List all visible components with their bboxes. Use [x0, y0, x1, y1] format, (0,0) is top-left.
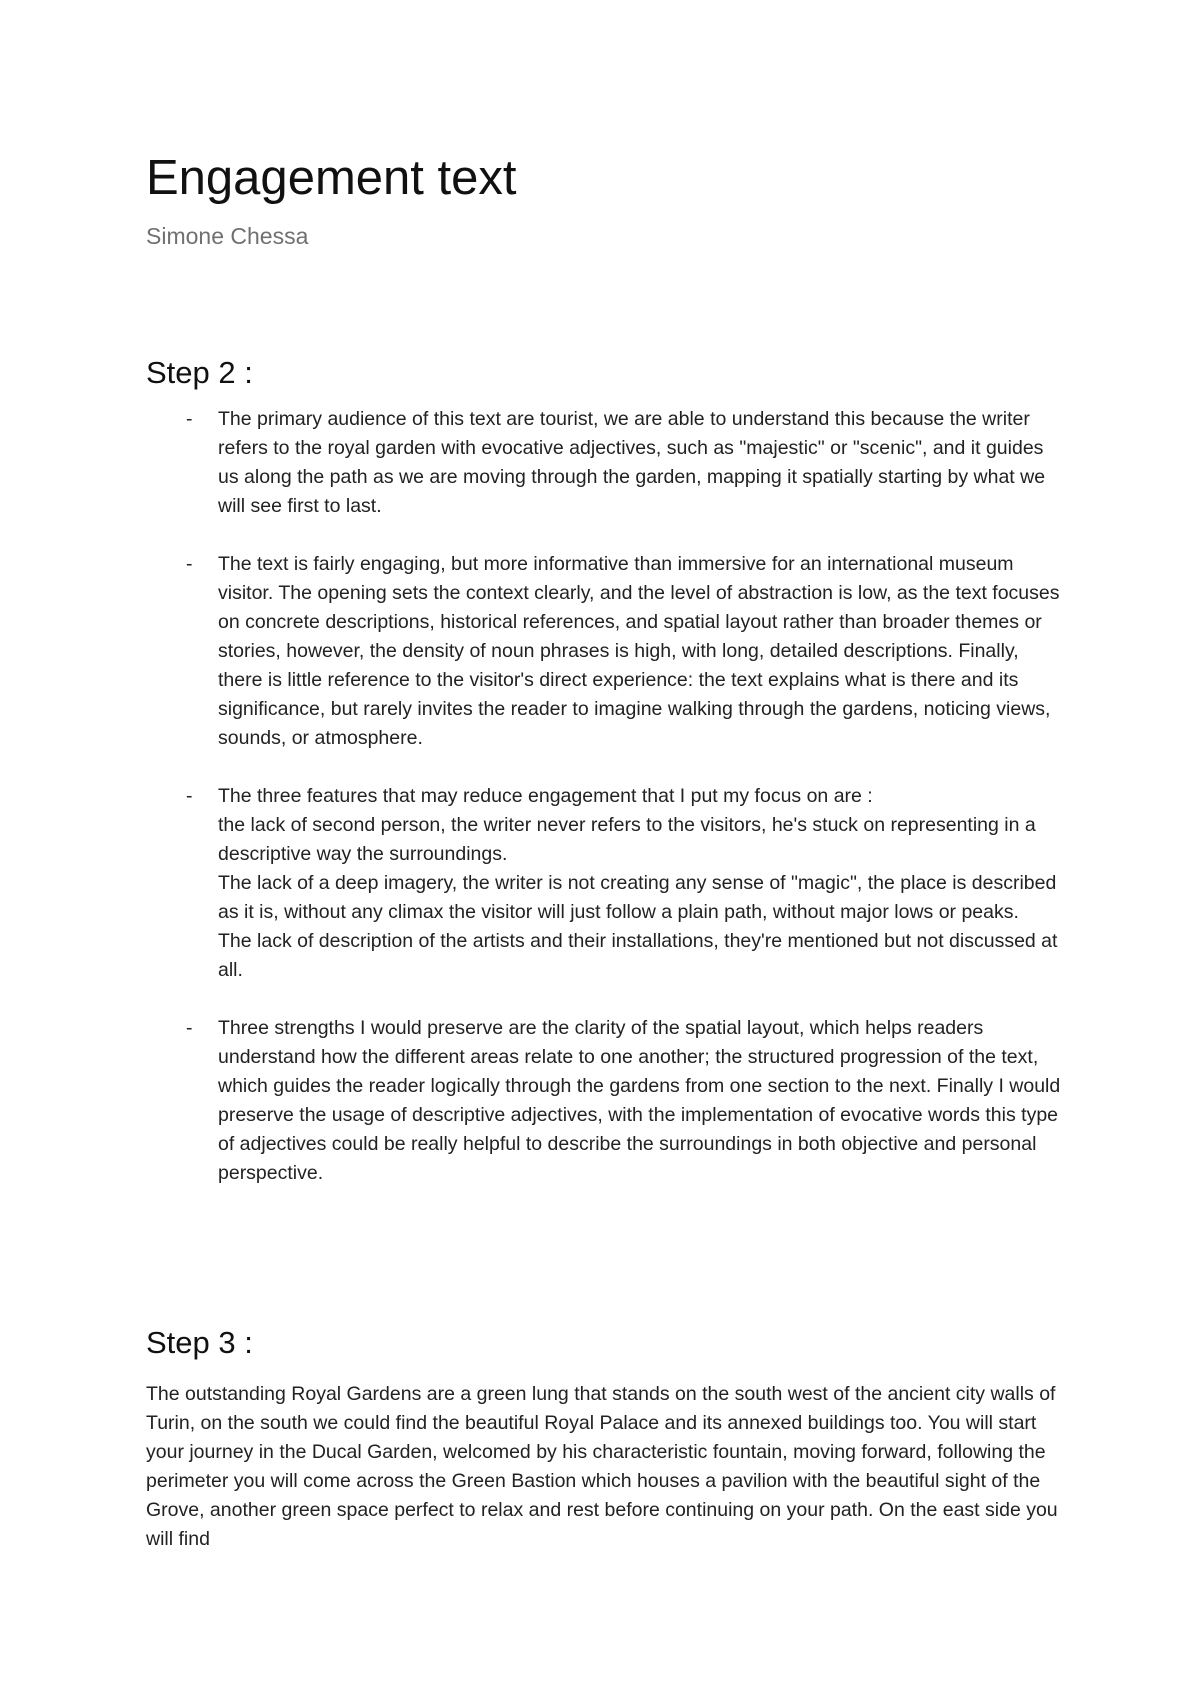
bullet-paragraph: The text is fairly engaging, but more informative than immersive for an international museum visitor. The opening sets the context clearly, and the level of abstraction is low, as the text focuses on concrete descriptions, historical references, and spatial layout rather than broader themes or stories, however, the density of noun phrases is high, with long, detailed descriptions. Finally, there is little reference to the visitor's direct experience: the text explains what is there and its significance, but rarely invites the reader to imagine walking through the gardens, noticing views, sounds, or atmosphere.	[218, 553, 1060, 749]
bullet-dash: -	[186, 553, 193, 575]
bullet-paragraph: The lack of description of the artists and their installations, they're mentioned but not discussed at all.	[218, 930, 1058, 981]
document-title: Engagement text	[146, 151, 517, 205]
bullet-dash: -	[186, 1017, 193, 1039]
bullet-paragraph: The lack of a deep imagery, the writer is not creating any sense of "magic", the place is described as it is, without any climax the visitor will just follow a plain path, without major lows or peaks.	[218, 872, 1057, 923]
bullet-dash: -	[186, 785, 193, 807]
bullet-paragraph: The three features that may reduce engagement that I put my focus on are :	[218, 785, 873, 807]
list-item	[146, 782, 1066, 985]
list-item	[146, 1014, 1066, 1188]
step3-heading: Step 3 :	[146, 1325, 253, 1360]
bullet-dash: -	[186, 408, 193, 430]
step2-bullet-list	[146, 405, 1066, 1217]
document-author: Simone Chessa	[146, 223, 309, 249]
bullet-paragraph: Three strengths I would preserve are the clarity of the spatial layout, which helps readers understand how the different areas relate to one another; the structured progression of the text, which guides the reader logically through the gardens from one section to the next. Finally I would preserve the usage of descriptive adjectives, with the implementation of evocative words this type of adjectives could be really helpful to describe the surroundings in both objective and personal perspective.	[218, 1017, 1061, 1184]
list-item	[146, 550, 1066, 753]
step3-paragraph: The outstanding Royal Gardens are a green lung that stands on the south west of the ancient city walls of Turin, on the south we could find the beautiful Royal Palace and its annexed buildings too. You will start your journey in the Ducal Garden, welcomed by his characteristic fountain, moving forward, following the perimeter you will come across the Green Bastion which houses a pavilion with the beautiful sight of the Grove, another green space perfect to relax and rest before continuing on your path. On the east side you will find	[146, 1383, 1058, 1550]
bullet-paragraph: the lack of second person, the writer never refers to the visitors, he's stuck on representing in a descriptive way the surroundings.	[218, 814, 1036, 865]
list-item	[146, 405, 1066, 521]
step2-heading: Step 2 :	[146, 355, 253, 390]
bullet-paragraph: The primary audience of this text are tourist, we are able to understand this because the writer refers to the royal garden with evocative adjectives, such as "majestic" or "scenic", and it guides us along the path as we are moving through the garden, mapping it spatially starting by what we will see first to last.	[218, 408, 1046, 517]
